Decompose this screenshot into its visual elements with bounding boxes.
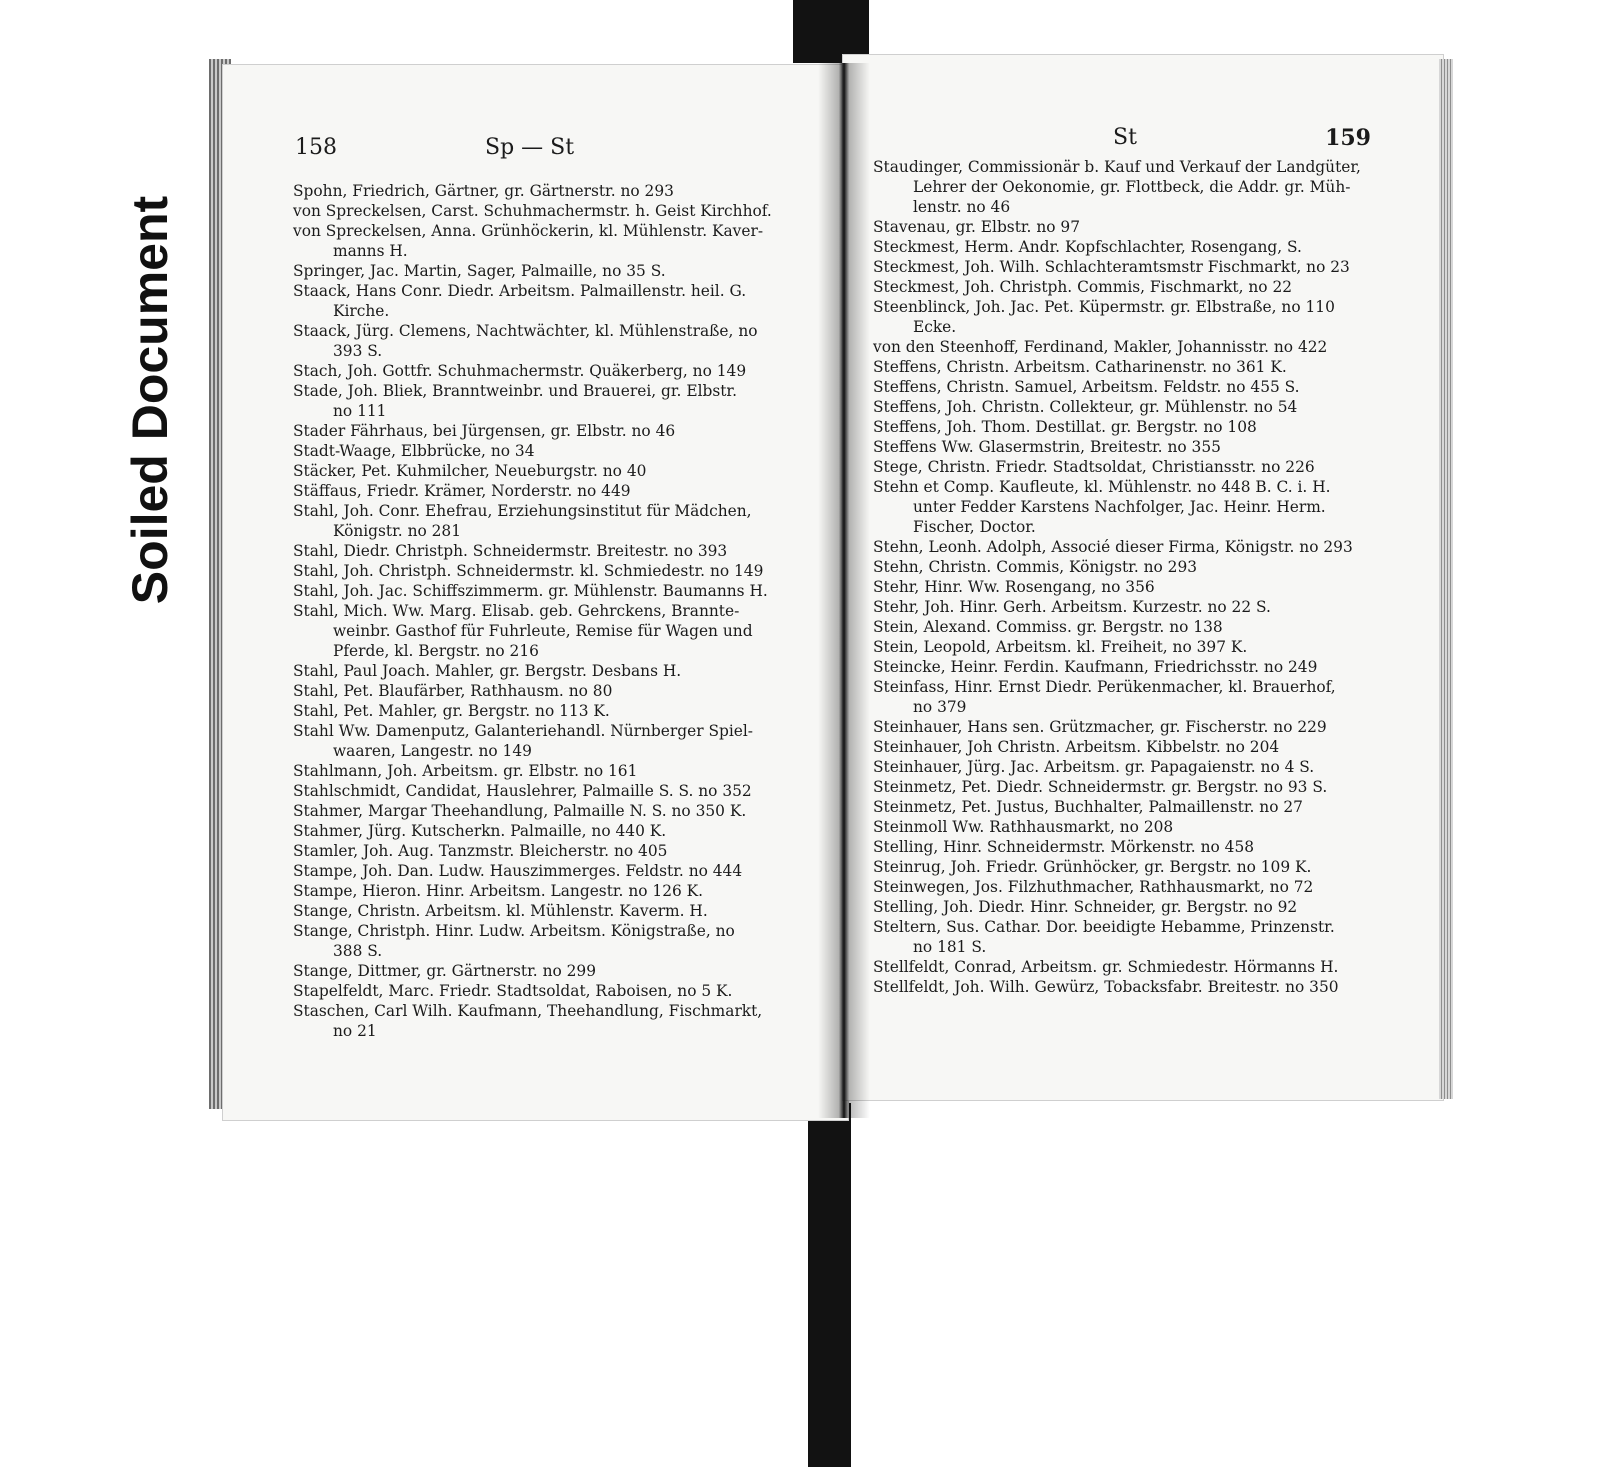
directory-entry xyxy=(293,801,818,821)
entry-line: Stadt-Waage, Elbbrücke, no 34 xyxy=(293,442,535,460)
entry-line: Stach, Joh. Gottfr. Schuhmachermstr. Quäkerberg, no 149 xyxy=(293,362,747,380)
directory-entry xyxy=(873,877,1378,897)
entry-line: Stampe, Joh. Dan. Ludw. Hauszimmerges. Feldstr. no 444 xyxy=(293,862,743,880)
entry-line: Steltern, Sus. Cathar. Dor. beeidigte Hebamme, Prinzenstr. xyxy=(873,918,1335,936)
entry-line: Steinrug, Joh. Friedr. Grünhöcker, gr. Bergstr. no 109 K. xyxy=(873,858,1312,876)
directory-entry xyxy=(293,281,818,321)
page-number: 159 xyxy=(1325,125,1371,151)
entry-line: Steffens, Christn. Arbeitsm. Catharinenstr. no 361 K. xyxy=(873,358,1287,376)
directory-entry xyxy=(293,881,818,901)
entry-line: Stahlschmidt, Candidat, Hauslehrer, Palmaille S. S. no 352 xyxy=(293,782,752,800)
entry-line: Stapelfeldt, Marc. Friedr. Stadtsoldat, Raboisen, no 5 K. xyxy=(293,982,733,1000)
side-label xyxy=(120,150,180,650)
entry-line: Stehn, Leonh. Adolph, Associé dieser Firma, Königstr. no 293 xyxy=(873,538,1353,556)
left-page-header xyxy=(223,135,848,165)
entry-line: Stahlmann, Joh. Arbeitsm. gr. Elbstr. no 161 xyxy=(293,762,638,780)
entry-line: Stampe, Hieron. Hinr. Arbeitsm. Langestr. no 126 K. xyxy=(293,882,704,900)
entry-line: Stehn, Christn. Commis, Königstr. no 293 xyxy=(873,558,1198,576)
directory-entry xyxy=(873,777,1378,797)
entry-line: Steenblinck, Joh. Jac. Pet. Küpermstr. gr. Elbstraße, no 110 xyxy=(873,298,1335,316)
entry-continuation-line: Lehrer der Oekonomie, gr. Flottbeck, die Addr. gr. Müh- xyxy=(913,178,1351,196)
entry-line: Stellfeldt, Conrad, Arbeitsm. gr. Schmiedestr. Hörmanns H. xyxy=(873,958,1339,976)
directory-entry xyxy=(873,857,1378,877)
directory-entry xyxy=(873,357,1378,377)
directory-entry xyxy=(873,917,1378,957)
book-gutter xyxy=(818,63,870,1118)
directory-entry xyxy=(293,321,818,361)
entry-line: Stahl, Joh. Christph. Schneidermstr. kl. Schmiedestr. no 149 xyxy=(293,562,764,580)
directory-entry xyxy=(293,681,818,701)
directory-entry xyxy=(293,461,818,481)
entry-line: Stehr, Joh. Hinr. Gerh. Arbeitsm. Kurzestr. no 22 S. xyxy=(873,598,1271,616)
directory-entry xyxy=(873,217,1378,237)
running-head: Sp — St xyxy=(485,135,575,160)
entry-line: Stahl, Joh. Conr. Ehefrau, Erziehungsinstitut für Mädchen, xyxy=(293,502,752,520)
entry-line: Stellfeldt, Joh. Wilh. Gewürz, Tobacksfabr. Breitestr. no 350 xyxy=(873,978,1339,996)
directory-entry xyxy=(873,957,1378,977)
directory-entry xyxy=(873,897,1378,917)
directory-entry xyxy=(873,657,1378,677)
directory-entry xyxy=(873,597,1378,617)
entry-line: Stahl, Mich. Ww. Marg. Elisab. geb. Gehrckens, Brannte- xyxy=(293,602,740,620)
entry-continuation-line: no 379 xyxy=(913,698,967,716)
directory-entry xyxy=(293,441,818,461)
entry-list xyxy=(873,157,1378,997)
entry-line: Steinhauer, Jürg. Jac. Arbeitsm. gr. Papagaienstr. no 4 S. xyxy=(873,758,1315,776)
entry-line: Stäcker, Pet. Kuhmilcher, Neueburgstr. no 40 xyxy=(293,462,647,480)
entry-line: Steinfass, Hinr. Ernst Diedr. Perükenmacher, kl. Brauerhof, xyxy=(873,678,1336,696)
directory-entry xyxy=(873,457,1378,477)
directory-entry xyxy=(873,817,1378,837)
entry-continuation-line: no 111 xyxy=(333,402,387,420)
entry-line: von Spreckelsen, Carst. Schuhmachermstr. h. Geist Kirchhof. xyxy=(293,202,772,220)
entry-line: Steckmest, Herm. Andr. Kopfschlachter, Rosengang, S. xyxy=(873,238,1302,256)
entry-line: Stange, Christph. Hinr. Ludw. Arbeitsm. Königstraße, no xyxy=(293,922,735,940)
directory-entry xyxy=(873,477,1378,537)
entry-continuation-line: no 181 S. xyxy=(913,938,987,956)
directory-entry xyxy=(873,977,1378,997)
entry-line: Stange, Christn. Arbeitsm. kl. Mühlenstr. Kaverm. H. xyxy=(293,902,708,920)
entry-continuation-line: Fischer, Doctor. xyxy=(913,518,1036,536)
directory-entry xyxy=(293,201,818,221)
entry-line: Stade, Joh. Bliek, Branntweinbr. und Brauerei, gr. Elbstr. xyxy=(293,382,737,400)
entry-line: Steffens Ww. Glasermstrin, Breitestr. no 355 xyxy=(873,438,1221,456)
directory-entry xyxy=(293,921,818,961)
directory-entry xyxy=(293,861,818,881)
entry-line: Stein, Alexand. Commiss. gr. Bergstr. no 138 xyxy=(873,618,1223,636)
directory-entry xyxy=(293,841,818,861)
spine-strip-top xyxy=(793,0,869,63)
directory-entry xyxy=(873,257,1378,277)
entry-line: Staack, Hans Conr. Diedr. Arbeitsm. Palmaillenstr. heil. G. xyxy=(293,282,747,300)
open-book xyxy=(223,55,1443,1120)
entry-continuation-line: Ecke. xyxy=(913,318,957,336)
directory-entry xyxy=(293,781,818,801)
entry-line: Stege, Christn. Friedr. Stadtsoldat, Christiansstr. no 226 xyxy=(873,458,1315,476)
page-number: 158 xyxy=(295,135,337,160)
directory-entry xyxy=(293,981,818,1001)
directory-entry xyxy=(873,557,1378,577)
directory-entry xyxy=(293,421,818,441)
entry-continuation-line: unter Fedder Karstens Nachfolger, Jac. Heinr. Herm. xyxy=(913,498,1326,516)
right-page-header xyxy=(843,125,1443,155)
entry-continuation-line: Pferde, kl. Bergstr. no 216 xyxy=(333,642,539,660)
entry-continuation-line: no 21 xyxy=(333,1022,377,1040)
directory-entry xyxy=(293,181,818,201)
entry-line: Stahl Ww. Damenputz, Galanteriehandl. Nürnberger Spiel- xyxy=(293,722,753,740)
entry-line: Steinhauer, Joh Christn. Arbeitsm. Kibbelstr. no 204 xyxy=(873,738,1280,756)
entry-line: Stahl, Pet. Blaufärber, Rathhausm. no 80 xyxy=(293,682,613,700)
directory-entry xyxy=(873,537,1378,557)
entry-line: Steinmetz, Pet. Diedr. Schneidermstr. gr. Bergstr. no 93 S. xyxy=(873,778,1328,796)
entry-line: Stehn et Comp. Kaufleute, kl. Mühlenstr. no 448 B. C. i. H. xyxy=(873,478,1331,496)
directory-entry xyxy=(293,901,818,921)
directory-entry xyxy=(873,617,1378,637)
right-page xyxy=(843,55,1443,1100)
entry-line: Stahl, Pet. Mahler, gr. Bergstr. no 113 K. xyxy=(293,702,610,720)
directory-entry xyxy=(873,397,1378,417)
directory-entry xyxy=(873,717,1378,737)
entry-continuation-line: 388 S. xyxy=(333,942,383,960)
entry-line: Stehr, Hinr. Ww. Rosengang, no 356 xyxy=(873,578,1155,596)
directory-entry xyxy=(293,361,818,381)
entry-line: Steinmetz, Pet. Justus, Buchhalter, Palmaillenstr. no 27 xyxy=(873,798,1303,816)
directory-entry xyxy=(873,417,1378,437)
entry-list xyxy=(293,181,818,1041)
directory-entry xyxy=(293,221,818,261)
spine-strip-bottom xyxy=(808,1103,851,1467)
entry-line: Stelling, Hinr. Schneidermstr. Mörkenstr. no 458 xyxy=(873,838,1255,856)
entry-continuation-line: lenstr. no 46 xyxy=(913,198,1011,216)
entry-line: Steincke, Heinr. Ferdin. Kaufmann, Friedrichsstr. no 249 xyxy=(873,658,1318,676)
directory-entry xyxy=(873,577,1378,597)
entry-line: Steinwegen, Jos. Filzhuthmacher, Rathhausmarkt, no 72 xyxy=(873,878,1314,896)
directory-entry xyxy=(293,721,818,761)
directory-entry xyxy=(293,701,818,721)
directory-entry xyxy=(293,601,818,661)
directory-entry xyxy=(873,797,1378,817)
entry-line: Stäffaus, Friedr. Krämer, Norderstr. no 449 xyxy=(293,482,631,500)
entry-line: Stamler, Joh. Aug. Tanzmstr. Bleicherstr. no 405 xyxy=(293,842,668,860)
entry-line: Steinhauer, Hans sen. Grützmacher, gr. Fischerstr. no 229 xyxy=(873,718,1327,736)
entry-line: Spohn, Friedrich, Gärtner, gr. Gärtnerstr. no 293 xyxy=(293,182,674,200)
entry-line: Staschen, Carl Wilh. Kaufmann, Theehandlung, Fischmarkt, xyxy=(293,1002,763,1020)
directory-entry xyxy=(293,821,818,841)
directory-entry xyxy=(873,677,1378,717)
directory-entry xyxy=(293,501,818,541)
entry-line: Stader Fährhaus, bei Jürgensen, gr. Elbstr. no 46 xyxy=(293,422,676,440)
left-page xyxy=(223,65,848,1120)
directory-entry xyxy=(293,261,818,281)
directory-entry xyxy=(873,157,1378,217)
directory-entry xyxy=(293,761,818,781)
directory-entry xyxy=(873,437,1378,457)
directory-entry xyxy=(293,961,818,981)
entry-continuation-line: waaren, Langestr. no 149 xyxy=(333,742,532,760)
directory-entry xyxy=(873,757,1378,777)
entry-line: Steckmest, Joh. Wilh. Schlachteramtsmstr Fischmarkt, no 23 xyxy=(873,258,1350,276)
entry-line: Stahl, Paul Joach. Mahler, gr. Bergstr. Desbans H. xyxy=(293,662,682,680)
directory-entry xyxy=(873,277,1378,297)
entry-line: Stahmer, Jürg. Kutscherkn. Palmaille, no 440 K. xyxy=(293,822,667,840)
directory-entry xyxy=(293,481,818,501)
directory-entry xyxy=(293,381,818,421)
entry-line: Steinmoll Ww. Rathhausmarkt, no 208 xyxy=(873,818,1174,836)
entry-line: Staudinger, Commissionär b. Kauf und Verkauf der Landgüter, xyxy=(873,158,1361,176)
entry-line: Steffens, Christn. Samuel, Arbeitsm. Feldstr. no 455 S. xyxy=(873,378,1300,396)
entry-line: Steffens, Joh. Christn. Collekteur, gr. Mühlenstr. no 54 xyxy=(873,398,1298,416)
entry-line: Stahl, Joh. Jac. Schiffszimmerm. gr. Mühlenstr. Baumanns H. xyxy=(293,582,768,600)
directory-entry xyxy=(293,541,818,561)
directory-entry xyxy=(293,581,818,601)
entry-line: Stahmer, Margar Theehandlung, Palmaille N. S. no 350 K. xyxy=(293,802,747,820)
directory-entry xyxy=(873,737,1378,757)
entry-continuation-line: 393 S. xyxy=(333,342,383,360)
entry-line: Steckmest, Joh. Christph. Commis, Fischmarkt, no 22 xyxy=(873,278,1293,296)
right-page-edges xyxy=(1439,59,1453,1099)
entry-line: Stange, Dittmer, gr. Gärtnerstr. no 299 xyxy=(293,962,597,980)
entry-line: von den Steenhoff, Ferdinand, Makler, Johannisstr. no 422 xyxy=(873,338,1328,356)
entry-line: Stelling, Joh. Diedr. Hinr. Schneider, gr. Bergstr. no 92 xyxy=(873,898,1298,916)
directory-entry xyxy=(873,237,1378,257)
directory-entry xyxy=(293,561,818,581)
side-label-text: Soiled Document xyxy=(122,195,178,605)
directory-entry xyxy=(873,377,1378,397)
entry-line: Stahl, Diedr. Christph. Schneidermstr. Breitestr. no 393 xyxy=(293,542,728,560)
entry-continuation-line: Kirche. xyxy=(333,302,390,320)
entry-line: Steffens, Joh. Thom. Destillat. gr. Bergstr. no 108 xyxy=(873,418,1257,436)
entry-line: Springer, Jac. Martin, Sager, Palmaille, no 35 S. xyxy=(293,262,666,280)
directory-entry xyxy=(873,337,1378,357)
directory-entry xyxy=(293,661,818,681)
entry-line: Stein, Leopold, Arbeitsm. kl. Freiheit, no 397 K. xyxy=(873,638,1248,656)
directory-entry xyxy=(873,837,1378,857)
entry-continuation-line: manns H. xyxy=(333,242,408,260)
entry-line: von Spreckelsen, Anna. Grünhöckerin, kl. Mühlenstr. Kaver- xyxy=(293,222,764,240)
running-head: St xyxy=(1113,125,1137,150)
entry-continuation-line: Königstr. no 281 xyxy=(333,522,462,540)
directory-entry xyxy=(873,297,1378,337)
entry-continuation-line: weinbr. Gasthof für Fuhrleute, Remise für Wagen und xyxy=(333,622,753,640)
entry-line: Stavenau, gr. Elbstr. no 97 xyxy=(873,218,1080,236)
entry-line: Staack, Jürg. Clemens, Nachtwächter, kl. Mühlenstraße, no xyxy=(293,322,758,340)
directory-entry xyxy=(293,1001,818,1041)
directory-entry xyxy=(873,637,1378,657)
